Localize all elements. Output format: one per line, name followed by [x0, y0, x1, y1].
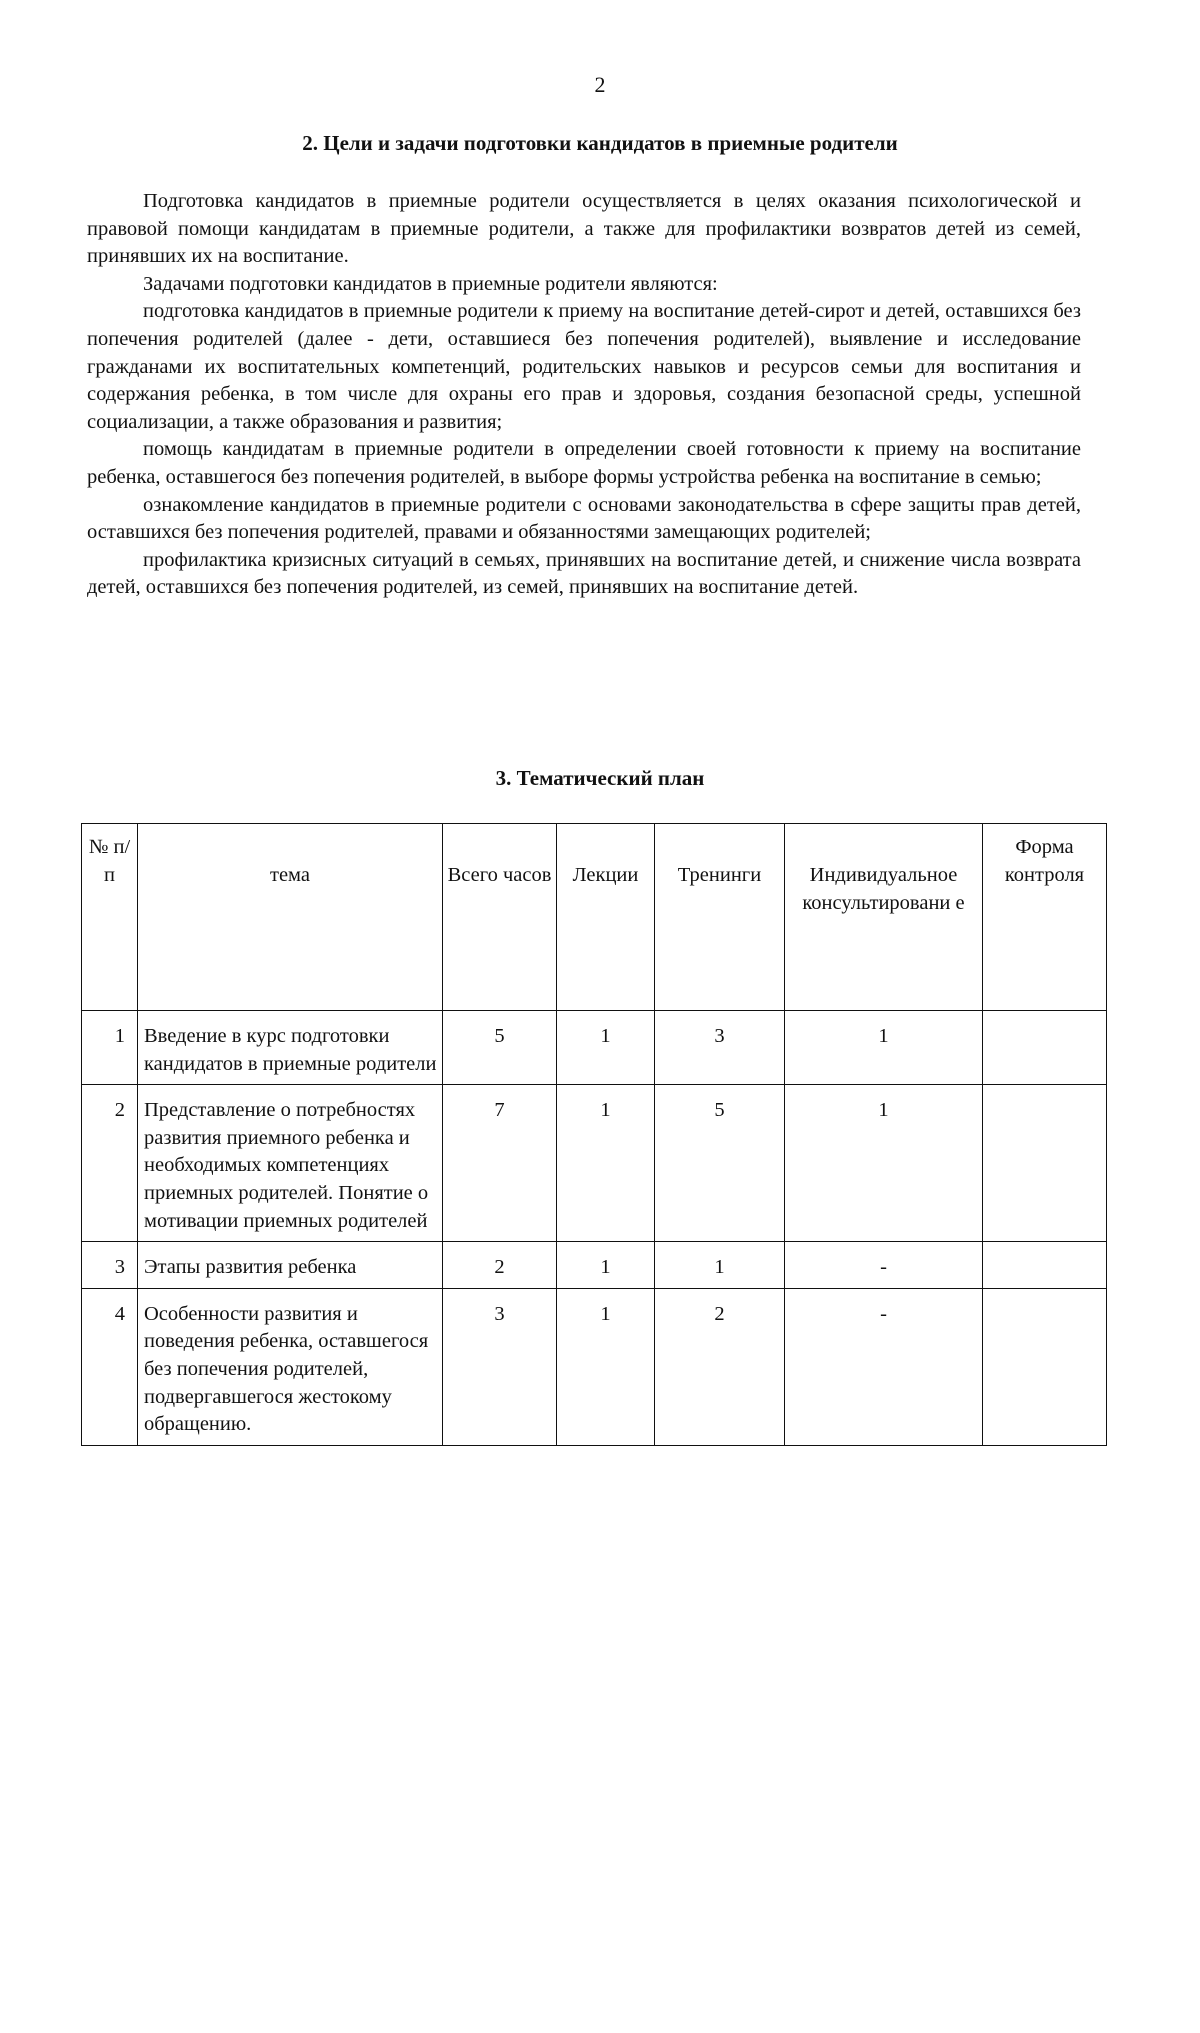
cell-topic: Этапы развития ребенка [138, 1242, 443, 1289]
cell-trainings: 5 [655, 1085, 785, 1242]
table-row [82, 1242, 1107, 1289]
table-row [82, 1085, 1107, 1242]
section-3-heading: 3. Тематический план [495, 766, 705, 790]
header-trainings: Тренинги [655, 824, 785, 1011]
paragraph-task-law: ознакомление кандидатов в приемные родители с основами законодательства в сфере защиты прав детей, оставшихся без попечения родителей, правами и обязанностями замещающих родителей; [87, 493, 1081, 544]
cell-individual: - [785, 1242, 983, 1289]
table-header-row [82, 824, 1107, 1011]
cell-total: 3 [443, 1288, 557, 1445]
cell-total: 5 [443, 1011, 557, 1085]
cell-topic: Особенности развития и поведения ребенка, оставшегося без попечения родителей, подвергавшегося жестокому обращению. [138, 1288, 443, 1445]
cell-trainings: 1 [655, 1242, 785, 1289]
cell-num: 2 [82, 1085, 138, 1242]
section-2-heading: 2. Цели и задачи подготовки кандидатов в приемные родители [302, 131, 898, 155]
cell-trainings: 2 [655, 1288, 785, 1445]
paragraph-tasks-intro: Задачами подготовки кандидатов в приемные родители являются: [143, 272, 718, 295]
paragraph-task-prevention: профилактика кризисных ситуаций в семьях, принявших на воспитание детей, и снижение числа возврата детей, оставшихся без попечения родителей, из семей, принявших на воспитание детей. [87, 548, 1081, 599]
cell-topic: Введение в курс подготовки кандидатов в приемные родители [138, 1011, 443, 1085]
cell-lectures: 1 [557, 1011, 655, 1085]
table-row [82, 1011, 1107, 1085]
cell-individual: 1 [785, 1085, 983, 1242]
cell-num: 1 [82, 1011, 138, 1085]
header-topic: тема [138, 824, 443, 1011]
cell-lectures: 1 [557, 1085, 655, 1242]
cell-control [983, 1242, 1107, 1289]
header-individual-consulting: Индивидуальное консультировани е [785, 824, 983, 1011]
table-row [82, 1288, 1107, 1445]
cell-control [983, 1288, 1107, 1445]
header-control-form: Форма контроля [983, 824, 1107, 1011]
cell-lectures: 1 [557, 1288, 655, 1445]
cell-total: 7 [443, 1085, 557, 1242]
cell-num: 3 [82, 1242, 138, 1289]
paragraph-task-help: помощь кандидатам в приемные родители в определении своей готовности к приему на воспитание ребенка, оставшегося без попечения родителей, в выборе формы устройства ребенка на воспитание в семью; [87, 438, 1081, 488]
paragraph-purpose: Подготовка кандидатов в приемные родители осуществляется в целях оказания психологической и правовой помощи кандидатам в приемные родители, а также для профилактики возвратов детей из семей, принявших их на воспитание. [87, 190, 1081, 268]
page-number: 2 [594, 72, 606, 97]
cell-control [983, 1011, 1107, 1085]
thematic-plan-table [81, 823, 1107, 1446]
cell-lectures: 1 [557, 1242, 655, 1289]
paragraph-task-preparation: подготовка кандидатов в приемные родители к приему на воспитание детей-сирот и детей, оставшихся без попечения родителей (далее - дети, оставшиеся без попечения родителей), выявление и исследование гражданами их воспитательных компетенций, родительских навыков и ресурсов семьи для воспитания и содержания ребенка, в том числе для охраны его прав и здоровья, создания безопасной среды, успешной социализации, а также образования и развития; [87, 300, 1081, 433]
cell-individual: - [785, 1288, 983, 1445]
cell-control [983, 1085, 1107, 1242]
cell-num: 4 [82, 1288, 138, 1445]
section-2-body [87, 188, 1081, 602]
cell-topic: Представление о потребностях развития приемного ребенка и необходимых компетенциях приемных родителей. Понятие о мотивации приемных родителей [138, 1085, 443, 1242]
cell-total: 2 [443, 1242, 557, 1289]
header-lectures: Лекции [557, 824, 655, 1011]
cell-trainings: 3 [655, 1011, 785, 1085]
header-total-hours: Всего часов [443, 824, 557, 1011]
header-num: № п/п [82, 824, 138, 1011]
cell-individual: 1 [785, 1011, 983, 1085]
